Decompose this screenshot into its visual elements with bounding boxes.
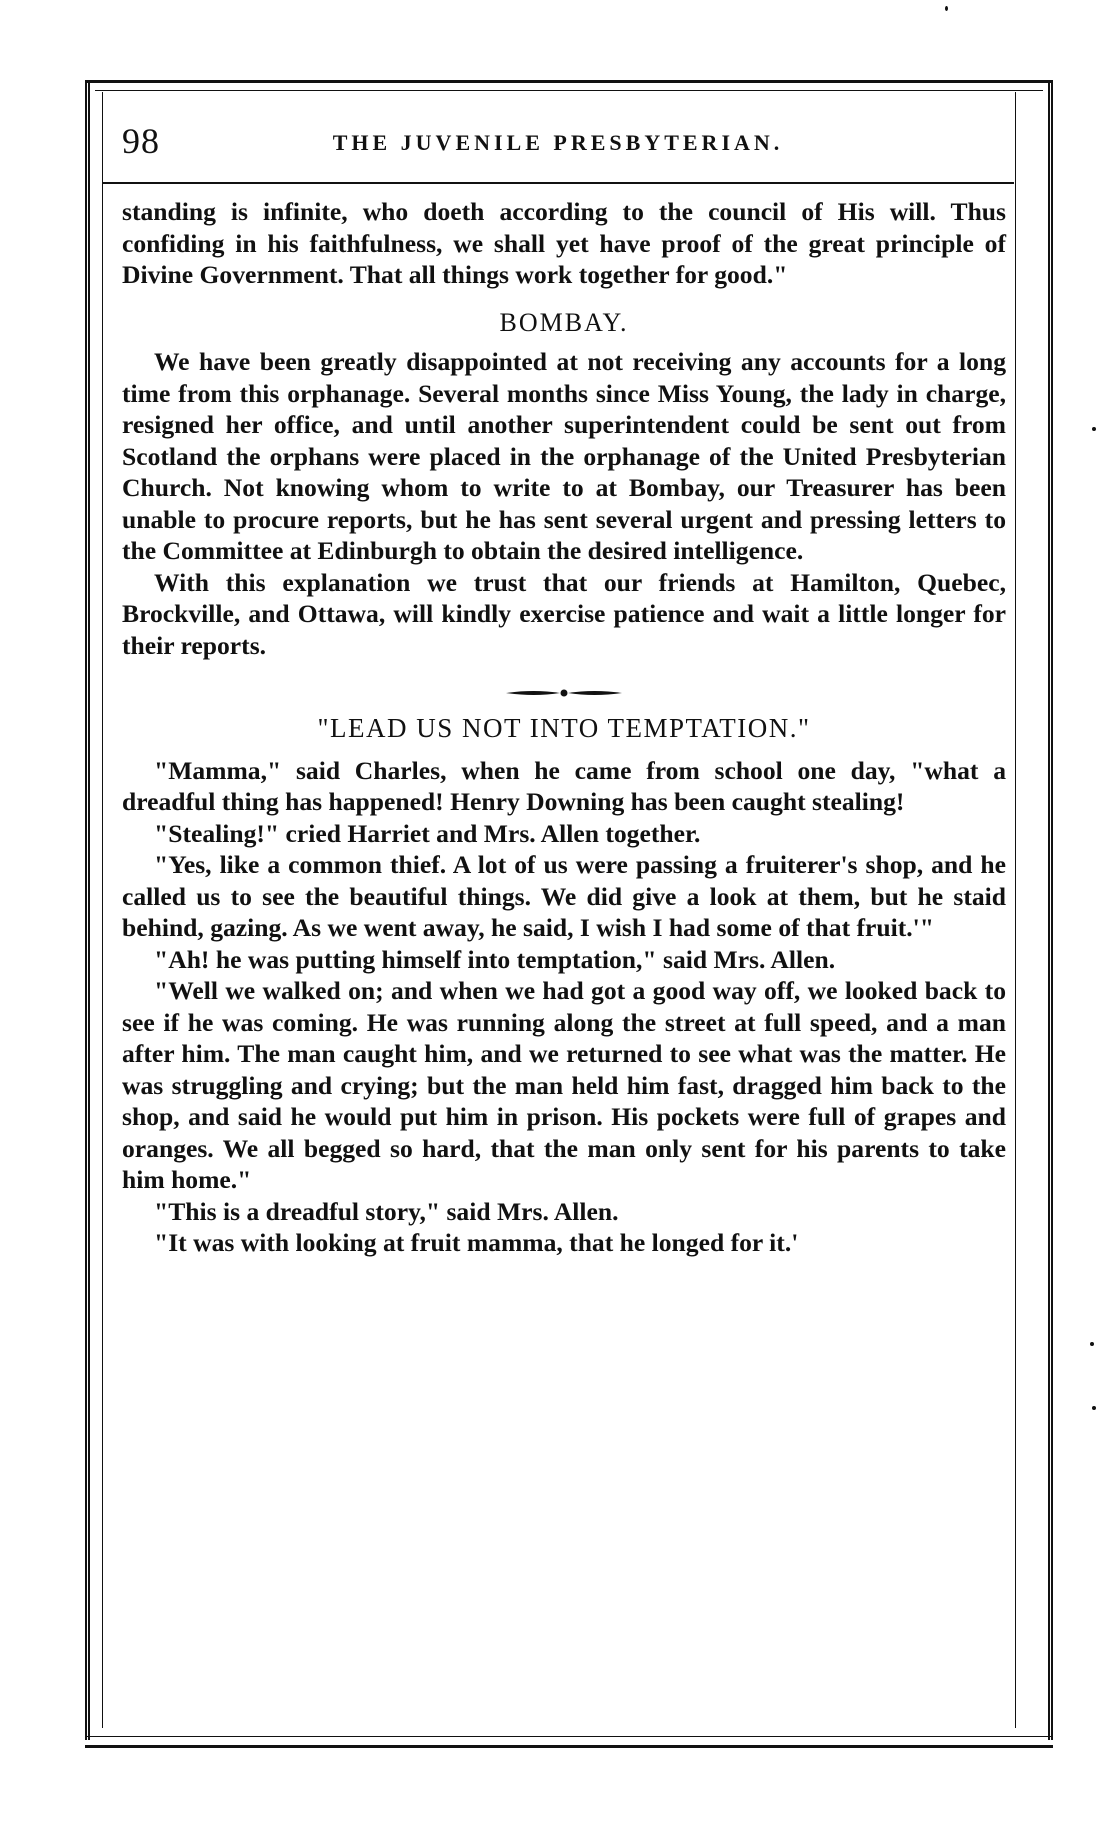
scan-speck bbox=[945, 6, 948, 11]
story-paragraph: "Mamma," said Charles, when he came from school one day, "what a dreadful thing has happened! Henry Downing has been caught stealing! bbox=[122, 755, 1006, 816]
section-heading-temptation: "LEAD US NOT INTO TEMPTATION." bbox=[317, 713, 811, 743]
story-paragraph: "Well we walked on; and when we had got a good way off, we looked back to see if he was coming. He was running along the street at full speed, and a man after him. The man caught him, and we returned to see what was the matter. He was struggling and crying; but the man held him fast, dragged him back to the shop, and said he would put him in prison. His pockets were full of grapes and oranges. We all begged so hard, that the man only sent for his parents to take him home." bbox=[122, 976, 1006, 1194]
running-title: THE JUVENILE PRESBYTERIAN. bbox=[332, 130, 784, 155]
section-heading-bombay: BOMBAY. bbox=[499, 307, 629, 337]
intro-paragraph: standing is infinite, who doeth according to the council of His will. Thus confiding in his faithfulness, we shall yet have proof of the great principle of Divine Government. That all things work together for good." bbox=[122, 197, 1006, 289]
section-divider-ornament bbox=[504, 687, 624, 699]
story-paragraph: "This is a dreadful story," said Mrs. Allen. bbox=[154, 1196, 619, 1226]
story-paragraph: "It was with looking at fruit mamma, that he longed for it.' bbox=[154, 1228, 799, 1257]
frame-bottom-inner-rule bbox=[85, 1736, 1053, 1737]
page-number: 98 bbox=[122, 121, 160, 161]
frame-bottom-rule bbox=[85, 1745, 1053, 1748]
story-paragraph: "Yes, like a common thief. A lot of us were passing a fruiterer's shop, and he called us to see the beautiful things. We did give a look at them, but he staid behind, gazing. As we went away, he said, I wish I had some of that fruit.'" bbox=[122, 850, 1006, 942]
bombay-paragraph: We have been greatly disappointed at not receiving any accounts for a long time from this orphanage. Several months since Miss Young, the lady in charge, resigned her office, and until another superintendent could be sent out from Scotland the orphans were placed in the orphanage of the United Presbyterian Church. Not knowing whom to write to at Bombay, our Treasurer has been unable to procure reports, but he has sent several urgent and pressing letters to the Committee at Edinburgh to obtain the desired intelligence. bbox=[122, 347, 1006, 565]
scan-speck bbox=[1090, 1342, 1094, 1346]
scan-speck bbox=[1092, 427, 1096, 431]
bombay-paragraph: With this explanation we trust that our friends at Hamilton, Quebec, Brockville, and Ottawa, will kindly exercise patience and wait a little longer for their reports. bbox=[122, 567, 1006, 660]
scan-speck bbox=[1092, 1406, 1096, 1410]
story-paragraph: "Ah! he was putting himself into temptation," said Mrs. Allen. bbox=[154, 944, 836, 974]
page-header bbox=[102, 100, 1014, 182]
header-rule bbox=[102, 182, 1014, 184]
story-paragraph: "Stealing!" cried Harriet and Mrs. Allen together. bbox=[154, 818, 701, 848]
page-content bbox=[122, 196, 1006, 1259]
